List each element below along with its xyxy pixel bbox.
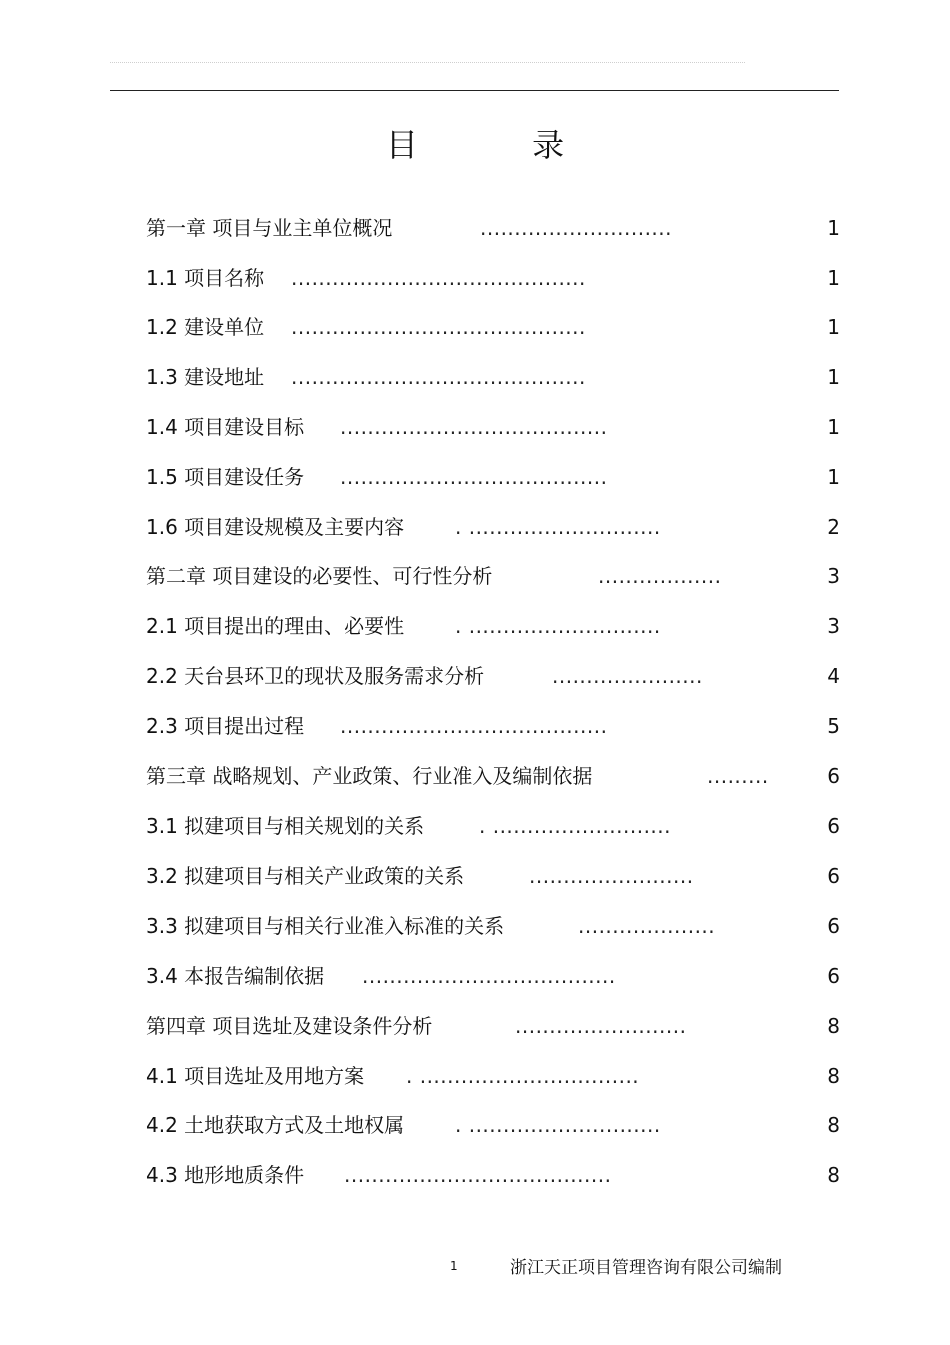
footer-page-number: 1 bbox=[450, 1259, 458, 1273]
toc-leader: . .......................... bbox=[479, 814, 672, 838]
toc-leader: ..................................... bbox=[362, 964, 616, 988]
toc-entry-label: 1.3 建设地址 bbox=[146, 365, 265, 389]
toc-page-number: 6 bbox=[827, 814, 840, 838]
toc-entry-label: 3.1 拟建项目与相关规划的关系 bbox=[146, 814, 425, 838]
toc-page-number: 5 bbox=[827, 714, 840, 738]
toc-entry-label: 4.2 土地获取方式及土地权属 bbox=[146, 1113, 405, 1137]
page-title: 目 录 bbox=[385, 126, 617, 164]
toc-entry[interactable] bbox=[146, 462, 840, 492]
toc-entry-label: 1.2 建设单位 bbox=[146, 315, 265, 339]
toc-entry-label: 4.3 地形地质条件 bbox=[146, 1163, 305, 1187]
toc-entry[interactable] bbox=[146, 312, 840, 342]
toc-leader: . ............................ bbox=[455, 1113, 661, 1137]
toc-page-number: 8 bbox=[827, 1064, 840, 1088]
toc-entry[interactable] bbox=[146, 213, 840, 243]
toc-leader: ....................................... bbox=[340, 465, 608, 489]
toc-entry[interactable] bbox=[146, 1061, 840, 1091]
toc-leader: ........................ bbox=[529, 864, 694, 888]
toc-entry[interactable] bbox=[146, 761, 840, 791]
toc-entry[interactable] bbox=[146, 561, 840, 591]
toc-page-number: 1 bbox=[827, 266, 840, 290]
toc-entry-label: 4.1 项目选址及用地方案 bbox=[146, 1064, 365, 1088]
toc-entry-label: 第一章 项目与业主单位概况 bbox=[146, 216, 393, 240]
toc-leader: ........................................... bbox=[291, 266, 586, 290]
toc-entry-label: 2.1 项目提出的理由、必要性 bbox=[146, 614, 405, 638]
header-dotted-line bbox=[110, 62, 745, 63]
toc-entry[interactable] bbox=[146, 1011, 840, 1041]
toc-entry-label: 2.2 天台县环卫的现状及服务需求分析 bbox=[146, 664, 485, 688]
toc-page-number: 3 bbox=[827, 614, 840, 638]
toc-entry[interactable] bbox=[146, 911, 840, 941]
toc-leader: .................. bbox=[598, 564, 722, 588]
toc-page-number: 2 bbox=[827, 515, 840, 539]
toc-leader: ....................................... bbox=[340, 714, 608, 738]
toc-entry[interactable] bbox=[146, 661, 840, 691]
toc-entry-label: 1.5 项目建设任务 bbox=[146, 465, 305, 489]
header-rule bbox=[110, 90, 839, 91]
toc-page-number: 8 bbox=[827, 1014, 840, 1038]
toc-leader: . ............................ bbox=[455, 614, 661, 638]
toc-entry[interactable] bbox=[146, 1110, 840, 1140]
toc-entry[interactable] bbox=[146, 811, 840, 841]
toc-page-number: 8 bbox=[827, 1113, 840, 1137]
toc-leader: ....................................... bbox=[340, 415, 608, 439]
toc-entry[interactable] bbox=[146, 961, 840, 991]
toc-page-number: 6 bbox=[827, 864, 840, 888]
toc-page-number: 4 bbox=[827, 664, 840, 688]
toc-entry[interactable] bbox=[146, 611, 840, 641]
toc-entry[interactable] bbox=[146, 1160, 840, 1190]
toc-leader: ........................................... bbox=[291, 315, 586, 339]
toc-page-number: 1 bbox=[827, 415, 840, 439]
toc-page-number: 6 bbox=[827, 914, 840, 938]
toc-entry[interactable] bbox=[146, 362, 840, 392]
toc-page-number: 1 bbox=[827, 216, 840, 240]
toc-entry[interactable] bbox=[146, 412, 840, 442]
toc-page-number: 1 bbox=[827, 365, 840, 389]
toc-entry-label: 1.1 项目名称 bbox=[146, 266, 265, 290]
toc-entry-label: 3.2 拟建项目与相关产业政策的关系 bbox=[146, 864, 465, 888]
toc-entry-label: 1.4 项目建设目标 bbox=[146, 415, 305, 439]
toc-leader: ............................ bbox=[480, 216, 673, 240]
footer-organization: 浙江天正项目管理咨询有限公司编制 bbox=[510, 1258, 782, 1278]
toc-entry[interactable] bbox=[146, 861, 840, 891]
toc-entry-label: 第四章 项目选址及建设条件分析 bbox=[146, 1014, 433, 1038]
toc-page-number: 1 bbox=[827, 465, 840, 489]
toc-entry[interactable] bbox=[146, 263, 840, 293]
toc-entry-label: 1.6 项目建设规模及主要内容 bbox=[146, 515, 405, 539]
toc-entry-label: 3.3 拟建项目与相关行业准入标准的关系 bbox=[146, 914, 505, 938]
toc-entry[interactable] bbox=[146, 711, 840, 741]
toc-leader: ......... bbox=[707, 764, 769, 788]
toc-entry-label: 2.3 项目提出过程 bbox=[146, 714, 305, 738]
toc-entry[interactable] bbox=[146, 512, 840, 542]
toc-leader: ....................................... bbox=[344, 1163, 612, 1187]
toc-page-number: 6 bbox=[827, 964, 840, 988]
toc-leader: . ................................ bbox=[406, 1064, 640, 1088]
toc-page-number: 3 bbox=[827, 564, 840, 588]
toc-leader: .................... bbox=[578, 914, 716, 938]
toc-page-number: 6 bbox=[827, 764, 840, 788]
toc-leader: ......................... bbox=[515, 1014, 687, 1038]
toc-page-number: 8 bbox=[827, 1163, 840, 1187]
toc-leader: ........................................... bbox=[291, 365, 586, 389]
toc-page-number: 1 bbox=[827, 315, 840, 339]
toc-leader: . ............................ bbox=[455, 515, 661, 539]
toc-entry-label: 第三章 战略规划、产业政策、行业准入及编制依据 bbox=[146, 764, 593, 788]
toc-leader: ...................... bbox=[552, 664, 703, 688]
toc-entry-label: 第二章 项目建设的必要性、可行性分析 bbox=[146, 564, 493, 588]
toc-entry-label: 3.4 本报告编制依据 bbox=[146, 964, 325, 988]
